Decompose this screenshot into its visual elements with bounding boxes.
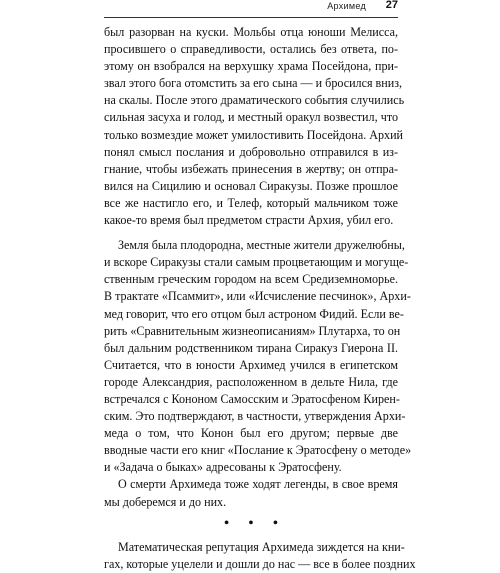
- running-title: Архимед: [327, 1, 366, 11]
- text-line: на скалы. После этого драматического события случились: [104, 93, 405, 108]
- text-line: городе Александрия, расположенном в дельте Нила, где: [104, 374, 398, 389]
- page-body: [104, 24, 416, 573]
- text-line: сильная засуха и голод, и местный оракул возвестил, что: [104, 110, 398, 125]
- text-line: ским. Это подтверждают, в частности, утверждения Архи-: [104, 409, 406, 424]
- text-line: О смерти Архимеда тоже ходят легенды, в свое время: [118, 477, 398, 492]
- text-line: рить «Сравнительным жизнеописаниям» Плутарха, то он: [104, 323, 401, 338]
- text-line: только возмездие может умилостивить Посейдона. Архий: [104, 127, 404, 142]
- text-line: гах, которые уцелели и дошли до нас — все в более поздних: [104, 556, 416, 571]
- text-line: этому он взобрался на верхушку храма Посейдона, при-: [104, 59, 398, 74]
- text-line: В трактате «Псаммит», или «Исчисление песчинок», Архи-: [104, 289, 411, 304]
- text-line: встречался с Кононом Самосским и Эратосфеном Кирен-: [104, 391, 400, 406]
- text-line: гнание, чтобы избежать принесения в жертву; он отпра-: [104, 161, 398, 176]
- text-line: и «Задача о быках» адресованы к Эратосфену.: [104, 460, 342, 475]
- text-line: мы доберемся и до них.: [104, 494, 227, 509]
- text-line: был дальним родственником тирана Сиракуз Гиерона II.: [104, 340, 398, 355]
- paragraph: [104, 476, 398, 510]
- paragraph: [104, 24, 405, 229]
- text-line: вился на Сицилию и основал Сиракузы. Позже прошлое: [104, 178, 398, 193]
- running-header: [104, 0, 398, 18]
- section-separator: • • •: [224, 515, 286, 531]
- text-line: звал этого бога отомстить за его сына — и бросился вниз,: [104, 76, 403, 91]
- text-line: мед говорит, что его отцом был астроном Фидий. Если ве-: [104, 306, 404, 321]
- text-line: Математическая репутация Архимеда зиждется на кни-: [118, 539, 405, 554]
- text-line: был разорван на куски. Мольбы отца юноши Мелисса,: [104, 25, 398, 39]
- text-line: меда о том, что Конон был его другом; первые две: [104, 426, 398, 441]
- text-line: все же настигло его, и Телеф, который мальчиком тоже: [104, 195, 398, 210]
- paragraph: [104, 237, 412, 476]
- text-line: понял смысл послания и добровольно отправился в из-: [104, 144, 398, 159]
- paragraph: [104, 539, 416, 573]
- text-line: какое-то время был предметом страсти Архия, убил его.: [104, 213, 394, 228]
- text-line: вводные части его книг «Послание к Эратосфену о методе»: [104, 443, 412, 458]
- page-number: 27: [385, 0, 398, 11]
- text-line: Земля была плодородна, местные жители дружелюбны,: [118, 238, 405, 253]
- text-line: и вскоре Сиракузы стали самым процветающим и могуще-: [104, 255, 409, 270]
- text-line: Считается, что в юности Архимед учился в египетском: [104, 357, 398, 372]
- text-line: просившего о справедливости, остались без ответа, по-: [104, 42, 398, 57]
- text-line: ственным греческим городом на всем Средиземноморье.: [104, 272, 398, 287]
